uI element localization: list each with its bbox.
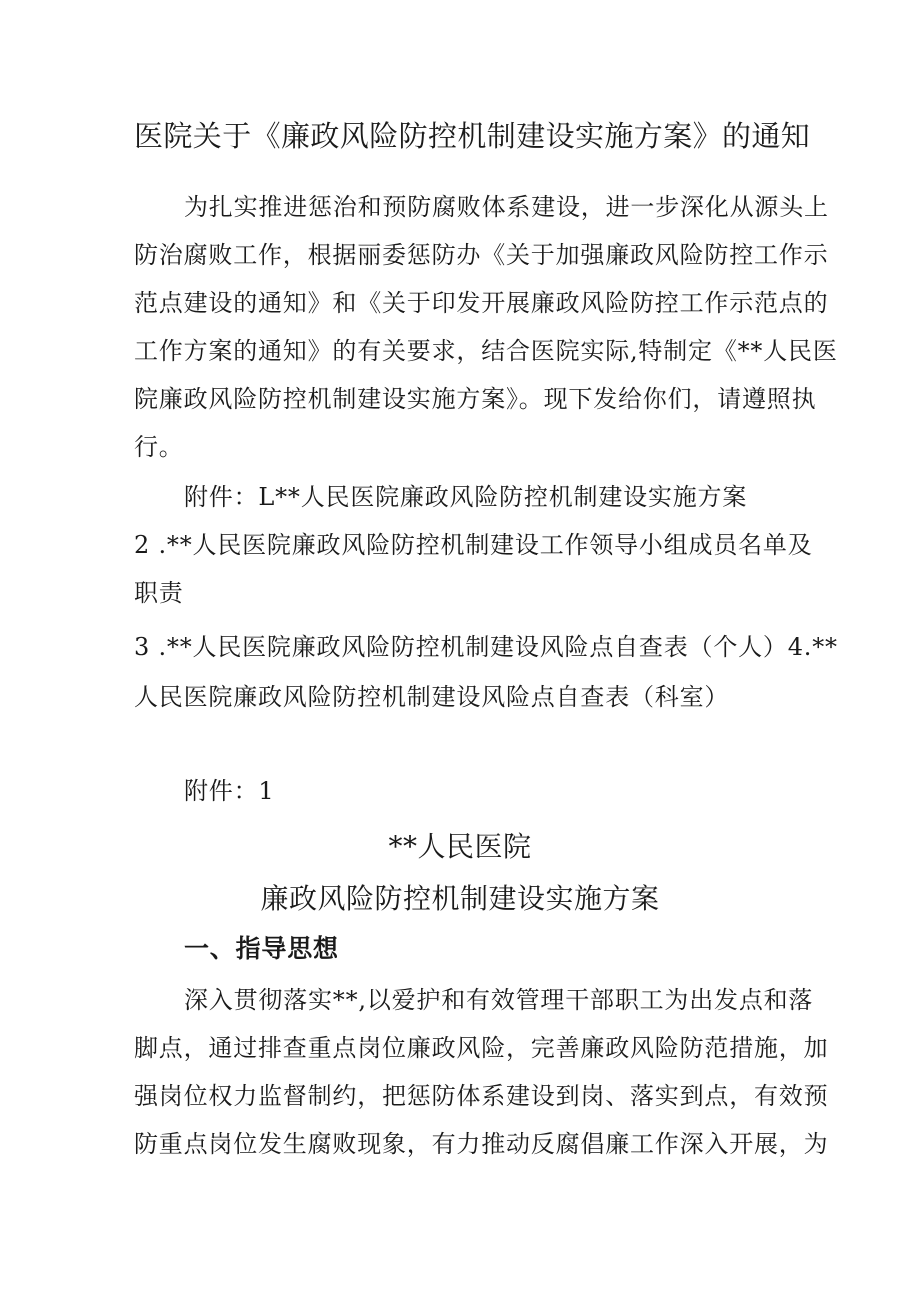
intro-paragraph-line: 工作方案的通知》的有关要求，结合医院实际,特制定《**人民医 [134, 337, 838, 365]
intro-paragraph-line: 防治腐败工作，根据丽委惩防办《关于加强廉政风险防控工作示 [134, 241, 829, 269]
attachments-line: 2 .**人民医院廉政风险防控机制建设工作领导小组成员名单及 [134, 531, 813, 559]
section-paragraph-line: 强岗位权力监督制约，把惩防体系建设到岗、落实到点，有效预 [134, 1082, 829, 1110]
attachments-line: 职责 [134, 579, 184, 607]
intro-paragraph-line: 为扎实推进惩治和预防腐败体系建设，进一步深化从源头上 [184, 193, 829, 221]
plan-organization: **人民医院 [388, 830, 532, 863]
section-paragraph-line: 脚点，通过排查重点岗位廉政风险，完善廉政风险防范措施，加 [134, 1034, 829, 1062]
section-heading: 一、指导思想 [184, 934, 339, 963]
section-paragraph-line: 防重点岗位发生腐败现象，有力推动反腐倡廉工作深入开展，为 [134, 1130, 829, 1158]
section-paragraph-line: 深入贯彻落实**,以爱护和有效管理干部职工为出发点和落 [184, 986, 814, 1014]
intro-paragraph-line: 范点建设的通知》和《关于印发开展廉政风险防控工作示范点的 [134, 289, 829, 317]
attachments-line: 人民医院廉政风险防控机制建设风险点自查表（科室） [134, 683, 730, 711]
attachments-line: 3 .**人民医院廉政风险防控机制建设风险点自查表（个人）4.** [134, 633, 838, 661]
plan-title: 廉政风险防控机制建设实施方案 [260, 882, 660, 915]
intro-paragraph-line: 行。 [134, 433, 184, 461]
attachment-label: 附件：1 [184, 777, 275, 805]
intro-paragraph-line: 院廉政风险防控机制建设实施方案》。现下发给你们，请遵照执 [134, 385, 817, 413]
notice-title: 医院关于《廉政风险防控机制建设实施方案》的通知 [134, 119, 811, 153]
attachments-line: 附件：L**人民医院廉政风险防控机制建设实施方案 [184, 483, 748, 511]
